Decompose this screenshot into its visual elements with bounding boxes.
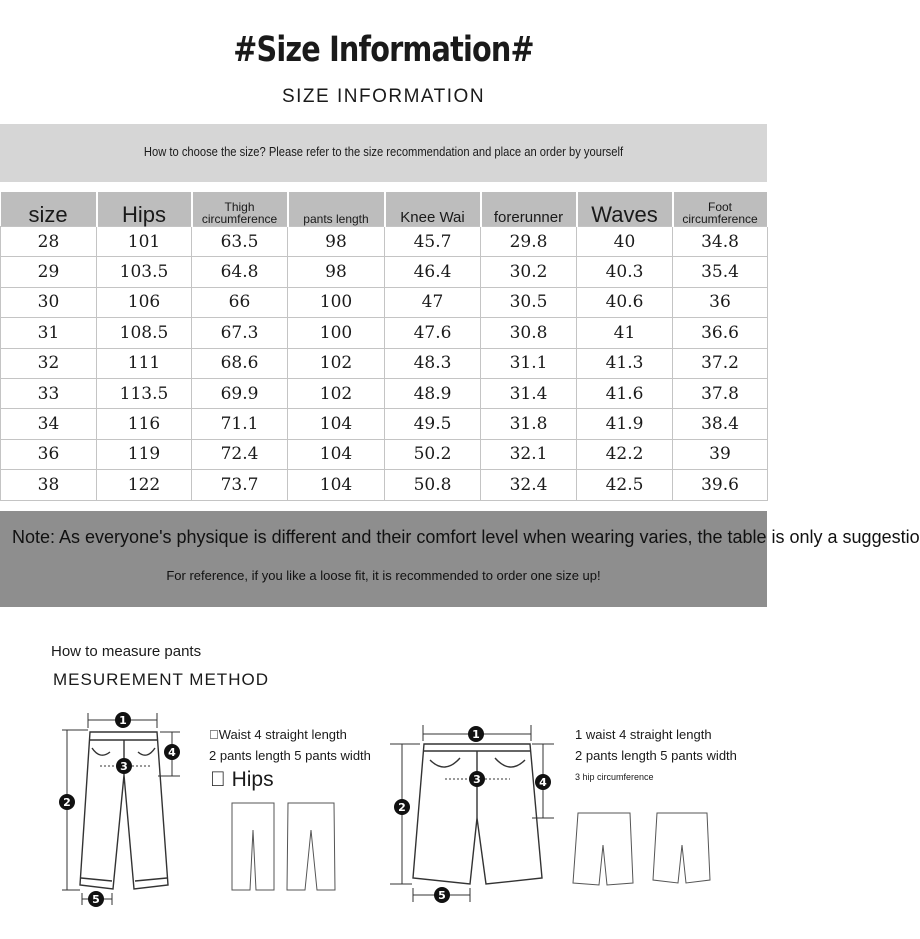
table-cell: 42.2	[577, 439, 673, 469]
table-cell: 35.4	[673, 257, 768, 287]
table-cell: 31.8	[481, 409, 577, 439]
left-legend-line3:   Hips	[210, 768, 274, 791]
note-reference-text: For reference, if you like a loose fit, it is recommended to order one size up!	[166, 568, 601, 583]
table-cell: 31	[1, 318, 97, 348]
right-legend-line1: 1 waist 4 straight length	[575, 727, 712, 742]
marker-2-icon	[394, 799, 410, 815]
table-cell: 41.3	[577, 348, 673, 378]
table-cell: 50.8	[385, 470, 481, 500]
table-cell: 101	[97, 227, 192, 257]
marker-1-icon	[115, 712, 131, 728]
right-legend-line2: 2 pants length 5 pants width	[575, 748, 737, 763]
table-cell: 30.5	[481, 287, 577, 317]
svg-text:2: 2	[398, 801, 406, 814]
table-cell: 108.5	[97, 318, 192, 348]
marker-4-icon	[535, 774, 551, 790]
table-cell: 98	[288, 227, 385, 257]
table-cell: 49.5	[385, 409, 481, 439]
table-cell: 41.6	[577, 378, 673, 408]
table-cell: 30.8	[481, 318, 577, 348]
table-cell: 104	[288, 409, 385, 439]
table-cell: 31.1	[481, 348, 577, 378]
table-cell: 32	[1, 348, 97, 378]
table-cell: 40	[577, 227, 673, 257]
svg-text:3: 3	[120, 760, 128, 773]
table-cell: 37.8	[673, 378, 768, 408]
table-cell: 98	[288, 257, 385, 287]
table-cell: 39	[673, 439, 768, 469]
table-cell: 34	[1, 409, 97, 439]
table-cell: 46.4	[385, 257, 481, 287]
header-size: size	[1, 192, 97, 227]
table-cell: 39.6	[673, 470, 768, 500]
table-cell: 41.9	[577, 409, 673, 439]
marker-5-icon	[88, 891, 104, 907]
svg-text:5: 5	[438, 889, 446, 902]
marker-1-icon	[468, 726, 484, 742]
table-cell: 42.5	[577, 470, 673, 500]
long-pants-icon	[80, 732, 168, 889]
table-cell: 47	[385, 287, 481, 317]
header-hips: Hips	[97, 192, 192, 227]
table-cell: 28	[1, 227, 97, 257]
table-cell: 30	[1, 287, 97, 317]
table-cell: 104	[288, 470, 385, 500]
table-cell: 68.6	[192, 348, 288, 378]
svg-text:5: 5	[92, 893, 100, 906]
table-cell: 50.2	[385, 439, 481, 469]
table-cell: 40.3	[577, 257, 673, 287]
table-cell: 45.7	[385, 227, 481, 257]
table-cell: 31.4	[481, 378, 577, 408]
note-text: Note: As everyone's physique is different and their comfort level when wearing varies, the table is only a suggestio	[12, 527, 920, 547]
header-thigh: Thigh circumference	[192, 192, 288, 227]
table-cell: 37.2	[673, 348, 768, 378]
table-cell: 41	[577, 318, 673, 348]
page-subtitle: SIZE INFORMATION	[281, 86, 486, 107]
left-legend-line1:  Waist 4 straight length	[209, 727, 347, 742]
small-long-pants-icon	[232, 803, 335, 890]
table-cell: 30.2	[481, 257, 577, 287]
table-cell: 106	[97, 287, 192, 317]
table-cell: 113.5	[97, 378, 192, 408]
size-guide-text: How to choose the size? Please refer to the size recommendation and place an order by yourself	[143, 144, 624, 159]
table-cell: 47.6	[385, 318, 481, 348]
table-cell: 71.1	[192, 409, 288, 439]
table-cell: 32.4	[481, 470, 577, 500]
left-legend-line2: 2 pants length 5 pants width	[209, 748, 371, 763]
table-cell: 66	[192, 287, 288, 317]
table-cell: 116	[97, 409, 192, 439]
table-cell: 72.4	[192, 439, 288, 469]
table-cell: 69.9	[192, 378, 288, 408]
table-cell: 36	[1, 439, 97, 469]
header-forerunner: forerunner	[481, 192, 577, 227]
header-waves: Waves	[577, 192, 673, 227]
shorts-icon	[413, 744, 542, 884]
header-foot: Foot circumference	[673, 192, 768, 227]
table-cell: 102	[288, 378, 385, 408]
marker-2-icon	[59, 794, 75, 810]
table-cell: 104	[288, 439, 385, 469]
header-knee: Knee Wai	[385, 192, 481, 227]
table-cell: 33	[1, 378, 97, 408]
table-cell: 48.9	[385, 378, 481, 408]
table-cell: 34.8	[673, 227, 768, 257]
measure-method-heading: MESUREMENT METHOD	[53, 670, 269, 689]
table-cell: 103.5	[97, 257, 192, 287]
table-cell: 36	[673, 287, 768, 317]
right-legend-line3: 3 hip circumference	[575, 772, 654, 782]
svg-text:3: 3	[473, 773, 481, 786]
marker-5-icon	[434, 887, 450, 903]
table-cell: 100	[288, 287, 385, 317]
table-cell: 32.1	[481, 439, 577, 469]
table-cell: 119	[97, 439, 192, 469]
table-cell: 100	[288, 318, 385, 348]
small-shorts-icon	[573, 813, 710, 885]
table-cell: 111	[97, 348, 192, 378]
marker-4-icon	[164, 744, 180, 760]
table-cell: 40.6	[577, 287, 673, 317]
table-cell: 122	[97, 470, 192, 500]
table-cell: 29	[1, 257, 97, 287]
table-cell: 29.8	[481, 227, 577, 257]
svg-text:1: 1	[119, 714, 127, 727]
header-pants-length: pants length	[288, 192, 385, 227]
table-cell: 67.3	[192, 318, 288, 348]
table-cell: 102	[288, 348, 385, 378]
table-cell: 73.7	[192, 470, 288, 500]
svg-text:4: 4	[539, 776, 547, 789]
table-cell: 63.5	[192, 227, 288, 257]
table-cell: 36.6	[673, 318, 768, 348]
table-cell: 64.8	[192, 257, 288, 287]
table-cell: 38.4	[673, 409, 768, 439]
table-cell: 48.3	[385, 348, 481, 378]
svg-text:1: 1	[472, 728, 480, 741]
marker-3-icon	[116, 758, 132, 774]
measure-heading: How to measure pants	[51, 643, 202, 660]
table-cell: 38	[1, 470, 97, 500]
marker-3-icon	[469, 771, 485, 787]
svg-text:2: 2	[63, 796, 71, 809]
page-title: #Size Information#	[233, 30, 534, 70]
svg-text:4: 4	[168, 746, 176, 759]
